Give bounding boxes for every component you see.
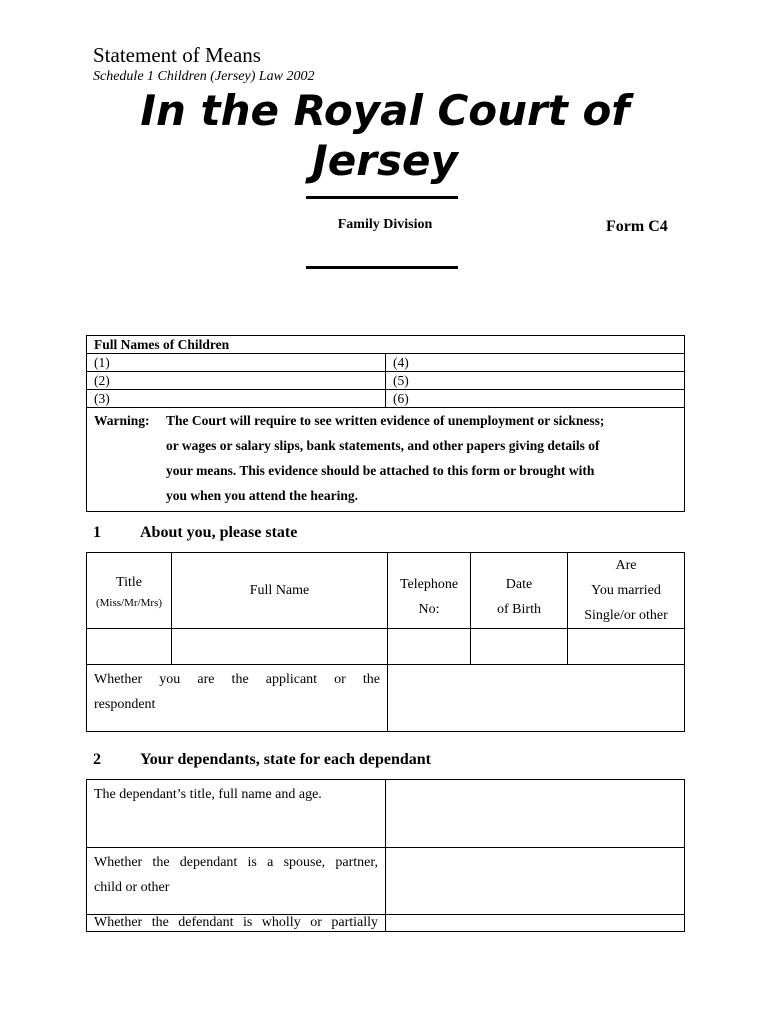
children-names-table	[86, 335, 685, 512]
telephone-input-cell[interactable]	[388, 629, 471, 665]
child-name-field-4[interactable]: (4)	[386, 354, 685, 372]
warning-line-2: or wages or salary slips, bank statements, and other papers giving details of	[166, 438, 600, 453]
col-dob-header	[471, 553, 568, 629]
dependant-relation-line-1: Whether the dependant is a spouse, partner,	[94, 855, 378, 870]
col-telephone-label-2: No:	[418, 601, 440, 617]
title-underline-top	[306, 196, 458, 199]
col-marital-label-3: Single/or other	[584, 608, 668, 623]
col-telephone-label-1: Telephone	[399, 576, 459, 592]
dependant-support-question	[87, 915, 386, 932]
marital-status-input-cell[interactable]	[568, 629, 685, 665]
dependant-name-question: The dependant’s title, full name and age.	[87, 780, 386, 848]
title-input-cell[interactable]	[87, 629, 172, 665]
court-title-line-1: In the Royal Court of	[140, 86, 630, 135]
section-2-title: Your dependants, state for each dependant	[140, 751, 431, 768]
title-underline-bottom	[306, 266, 458, 269]
applicant-question-line-2: respondent	[94, 697, 156, 712]
applicant-answer-cell[interactable]	[388, 665, 685, 732]
col-title-label: Title	[116, 575, 142, 590]
dependant-support-line-1: Whether the defendant is wholly or partially	[94, 915, 378, 930]
full-name-input-cell[interactable]	[172, 629, 388, 665]
child-name-field-2[interactable]: (2)	[87, 372, 386, 390]
warning-line-4: you when you attend the hearing.	[166, 488, 359, 503]
col-dob-label-2: of Birth	[497, 601, 541, 617]
warning-line-3: your means. This evidence should be attached to this form or brought with	[166, 463, 595, 478]
section-1-title: About you, please state	[140, 524, 298, 541]
dependant-relation-line-2: child or other	[94, 880, 170, 895]
child-name-field-1[interactable]: (1)	[87, 354, 386, 372]
col-marital-header	[568, 553, 685, 629]
dependant-relation-question	[87, 848, 386, 915]
col-title-sub-label: (Miss/Mr/Mrs)	[95, 597, 162, 609]
warning-note	[87, 408, 685, 512]
dependant-relation-answer-cell[interactable]	[386, 848, 685, 915]
dob-input-cell[interactable]	[471, 629, 568, 665]
col-marital-label-2: You married	[591, 583, 661, 598]
children-table-heading: Full Names of Children	[87, 336, 685, 354]
court-title	[90, 86, 680, 186]
applicant-question	[87, 665, 388, 732]
child-name-field-6[interactable]: (6)	[386, 390, 685, 408]
child-name-field-3[interactable]: (3)	[87, 390, 386, 408]
dependant-name-answer-cell[interactable]	[386, 780, 685, 848]
col-full-name-header: Full Name	[172, 553, 388, 629]
section-1-number: 1	[93, 524, 101, 541]
col-dob-label-1: Date	[505, 576, 533, 592]
col-telephone-header	[388, 553, 471, 629]
dependants-table	[86, 779, 685, 932]
document-title: Statement of Means	[93, 43, 261, 67]
court-title-line-2: Jersey	[312, 136, 458, 185]
child-name-field-5[interactable]: (5)	[386, 372, 685, 390]
form-number: Form C4	[606, 218, 668, 235]
document-subtitle: Schedule 1 Children (Jersey) Law 2002	[93, 69, 315, 84]
warning-line-1: The Court will require to see written evidence of unemployment or sickness;	[166, 413, 605, 428]
warning-label: Warning:	[94, 413, 150, 428]
section-2-number: 2	[93, 751, 101, 768]
col-marital-label-1: Are	[615, 558, 637, 573]
col-title-header	[87, 553, 172, 629]
about-you-table	[86, 552, 685, 732]
family-division-label: Family Division	[337, 217, 433, 232]
dependant-support-answer-cell[interactable]	[386, 915, 685, 932]
applicant-question-line-1: Whether you are the applicant or the	[94, 672, 380, 687]
